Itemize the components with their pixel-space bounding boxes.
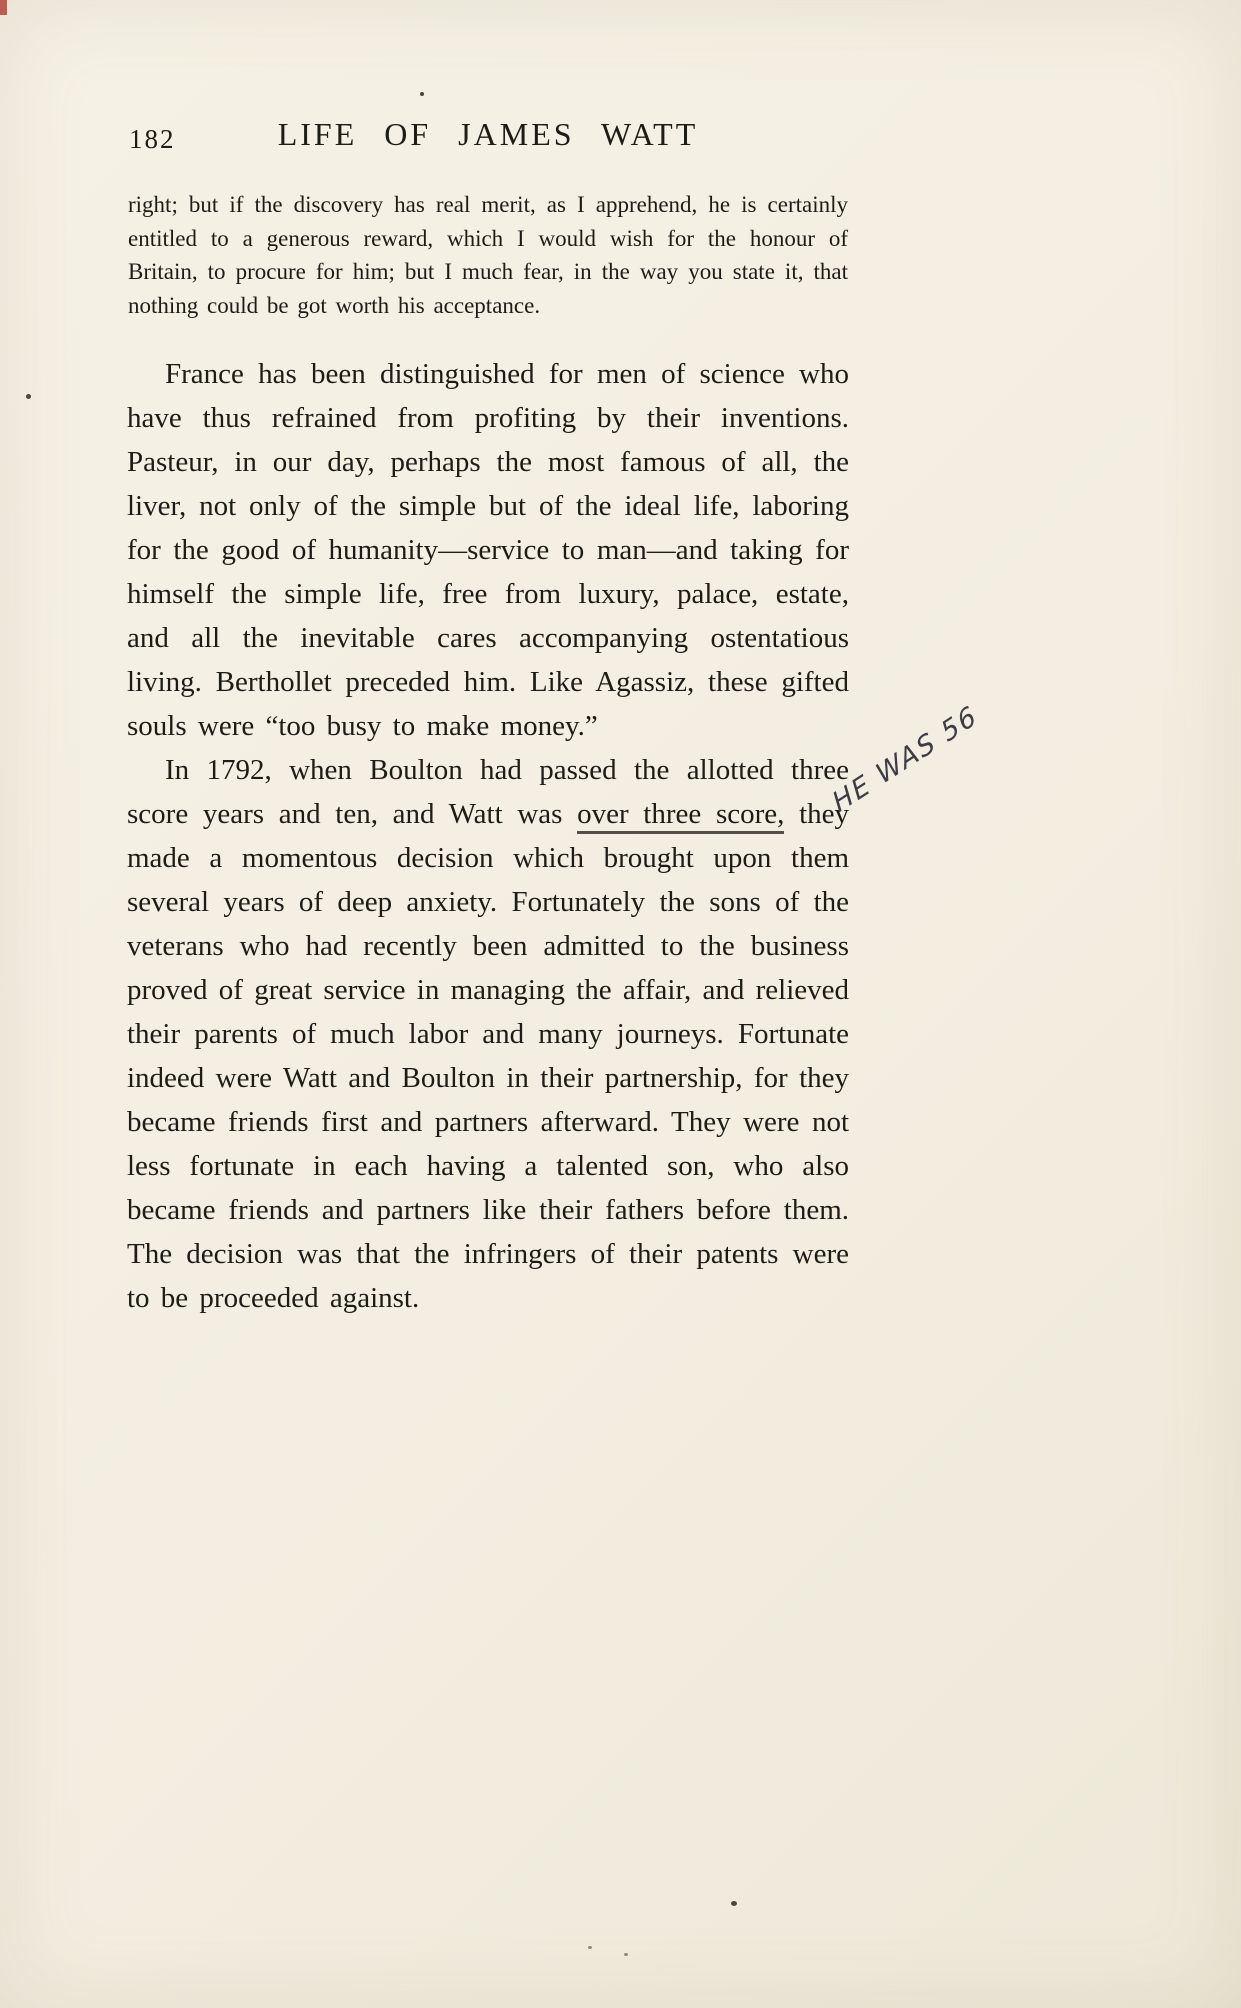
scan-corner-mark <box>0 0 7 15</box>
indented-quote-block: right; but if the discovery has real merit, as I apprehend, he is certainly entitled to a generous reward, which I would wish for the honour of Britain, to procure for him; but I much fear, in the way you state it, that nothing could be got worth his acceptance. <box>128 192 848 318</box>
page-number: 182 <box>129 124 176 154</box>
scan-speck <box>731 1901 737 1906</box>
scan-speck <box>588 1946 592 1949</box>
running-title: LIFE OF JAMES WATT <box>277 116 699 152</box>
paragraph-text-before-underline: In 1792, when Boulton had passed the allotted three score years and ten, and Watt was <box>127 754 849 830</box>
scan-speck <box>420 92 424 96</box>
paragraph-france-men-of-science: France has been distinguished for men of science who have thus refrained from profiting by their inventions. Pasteur, in our day, perhaps the most famous of all, the liver, not only of the simple but of the ideal life, laboring for the good of humanity—service to man—and taking for himself the simple life, free from luxury, palace, estate, and all the inevitable cares accompanying ostentatious living. Berthollet preceded him. Like Agassiz, these gifted souls were “too busy to make money.” <box>127 358 849 742</box>
paragraph-text-after-underline: they made a momentous decision which brought upon them several years of deep anxiety. Fortunately the sons of the veterans who had recently been admitted to the business proved of great service in managing the affair, and relieved their parents of much labor and many journeys. Fortunate indeed were Watt and Boulton in their partnership, for they became friends first and partners afterward. They were not less fortunate in each having a talented son, who also became friends and partners like their fathers before them. The decision was that the infringers of their patents were to be proceeded against. <box>127 798 849 1314</box>
page-header <box>127 116 849 153</box>
scan-speck <box>624 1953 628 1956</box>
paragraph-in-1792 <box>127 748 849 1320</box>
pencil-underlined-phrase: over three score, <box>577 798 784 834</box>
scan-speck <box>26 394 31 399</box>
body-text <box>127 352 849 1320</box>
handwritten-margin-note: HE WAS 56 <box>827 699 983 819</box>
